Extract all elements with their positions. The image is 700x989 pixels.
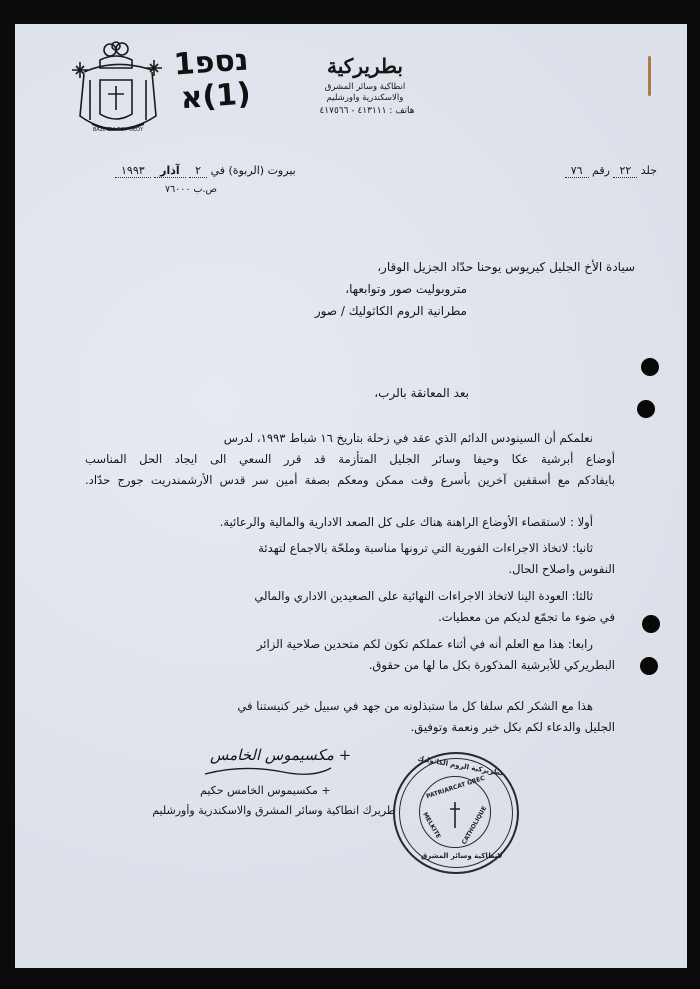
addressee-line-3: مطرانية الروم الكاثوليك / صور xyxy=(314,304,467,318)
handwritten-archive-annotation xyxy=(173,43,252,116)
punch-hole xyxy=(637,400,655,418)
number-label: رقم xyxy=(592,164,610,177)
reference-number xyxy=(565,164,657,178)
paragraph-1-line-1: نعلمكم أن السينودس الدائم الذي عقد في زحلة بتاريخ ١٦ شباط ١٩٩٣، لدرس xyxy=(223,431,593,445)
volume-value: ٢٢ xyxy=(613,164,637,178)
seal-text-left: MELKITE xyxy=(421,811,442,840)
paragraph-second-line-2: النفوس واصلاح الحال. xyxy=(508,562,615,576)
paragraph-third-line-2: في ضوء ما تجمّع لديكم من معطيات. xyxy=(438,610,615,624)
cross-icon xyxy=(447,800,463,830)
punch-hole xyxy=(641,358,659,376)
closing-line-2: الجليل والدعاء لكم بكل خير ونعمة وتوفيق. xyxy=(410,720,615,734)
handwritten-signature: + مكسيموس الخامس xyxy=(210,746,352,764)
letterhead-subtitle-2: والاسكندرية واورشليم xyxy=(326,93,404,103)
paragraph-1-line-3: بايفادكم مع أسقفين آخرين بأسرع وقت ممكن ومعكم بصفة أمين سر قدس الأرشمندريت جورج حدّاد. xyxy=(85,473,615,487)
phone-label: هاتف : xyxy=(389,106,415,116)
date-line xyxy=(115,164,296,178)
punch-hole xyxy=(640,657,658,675)
closing-line-1: هذا مع الشكر لكم سلفا كل ما ستبذلونه من جهد في سبيل خير كنيستنا في xyxy=(237,699,593,713)
svg-text:ΒΑΣΙΛΕΙΑ ΤΟΥ ΘΕΟΥ: ΒΑΣΙΛΕΙΑ ΤΟΥ ΘΕΟΥ xyxy=(92,127,144,133)
coat-of-arms-icon xyxy=(70,40,166,140)
letterhead-title: بطريركية xyxy=(327,54,403,78)
seal-text-right: CATHOLIQUE xyxy=(460,805,489,846)
paragraph-fourth xyxy=(85,634,615,676)
date-day: ٢ xyxy=(189,164,207,178)
date-month: آذار xyxy=(154,164,186,178)
paragraph-first-line-1: أولا : لاستقصاء الأوضاع الراهنة هناك على كل الصعد الادارية والمالية والرعائية. xyxy=(219,515,593,529)
paragraph-second-line-1: ثانيا: لاتخاذ الاجراءات الفورية التي ترونها مناسبة وملحّة بالاجماع لتهدئة xyxy=(258,541,593,555)
letter-page xyxy=(15,24,687,968)
paragraph-1 xyxy=(85,428,615,491)
salutation: بعد المعانقة بالرب، xyxy=(374,386,469,400)
po-box: ص.ب ٧٦٠٠٠ xyxy=(165,184,217,195)
letterhead-phone xyxy=(297,106,437,116)
patriarchate-seal xyxy=(393,752,519,874)
number-value: ٧٦ xyxy=(565,164,589,178)
paragraph-1-line-2: أوضاع أبرشية عكا وحيفا وسائر الجليل المتأزمة قد قرر السعي الى ايجاد الحل المناسب xyxy=(85,452,615,466)
signatory-name: + مكسيموس الخامس حكيم xyxy=(200,784,331,797)
addressee-line-2: متروبوليت صور وتوابعها، xyxy=(345,282,467,296)
signatory-title: بطريرك انطاكية وسائر المشرق والاسكندرية وأورشليم xyxy=(152,804,399,817)
annotation-line-1: נספ1 xyxy=(172,42,250,83)
annotation-line-2: (1)א xyxy=(179,76,252,117)
punch-hole xyxy=(642,615,660,633)
paragraph-fourth-line-2: البطريركي للأبرشية المذكورة بكل ما لها من حقوق. xyxy=(368,658,615,672)
volume-label: جلد xyxy=(640,164,657,177)
phone-numbers: ٤١٣١١١ - ٤١٧٥٦٦ xyxy=(319,106,387,116)
seal-outer-text: بطريركية الروم الكاثوليك xyxy=(416,754,504,778)
seal-outer-text-bottom: لانطاكية وسائر المشرق xyxy=(421,852,503,860)
paragraph-first xyxy=(85,512,615,533)
addressee-line-1: سيادة الأخ الجليل كيريوس يوحنا حدّاد الجزيل الوقار، xyxy=(377,260,635,274)
signature-flourish xyxy=(203,760,333,780)
letterhead-subtitle-1: انطاكية وسائر المشرق xyxy=(324,82,406,92)
date-place: بيروت (الربوة) في xyxy=(210,164,296,177)
paragraph-second xyxy=(85,538,615,580)
closing-paragraph xyxy=(85,696,615,738)
seal-text-top: PATRIARCAT GREC xyxy=(425,774,486,801)
staple-mark xyxy=(648,56,651,96)
date-year: ١٩٩٣ xyxy=(115,164,151,178)
paragraph-third xyxy=(85,586,615,628)
paragraph-fourth-line-1: رابعا: هذا مع العلم أنه في أثناء عملكم تكون لكم متحدين صلاحية الزائر xyxy=(256,637,593,651)
paragraph-third-line-1: ثالثا: العودة الينا لاتخاذ الاجراءات النهائية على الصعيدين الاداري والمالي xyxy=(254,589,593,603)
